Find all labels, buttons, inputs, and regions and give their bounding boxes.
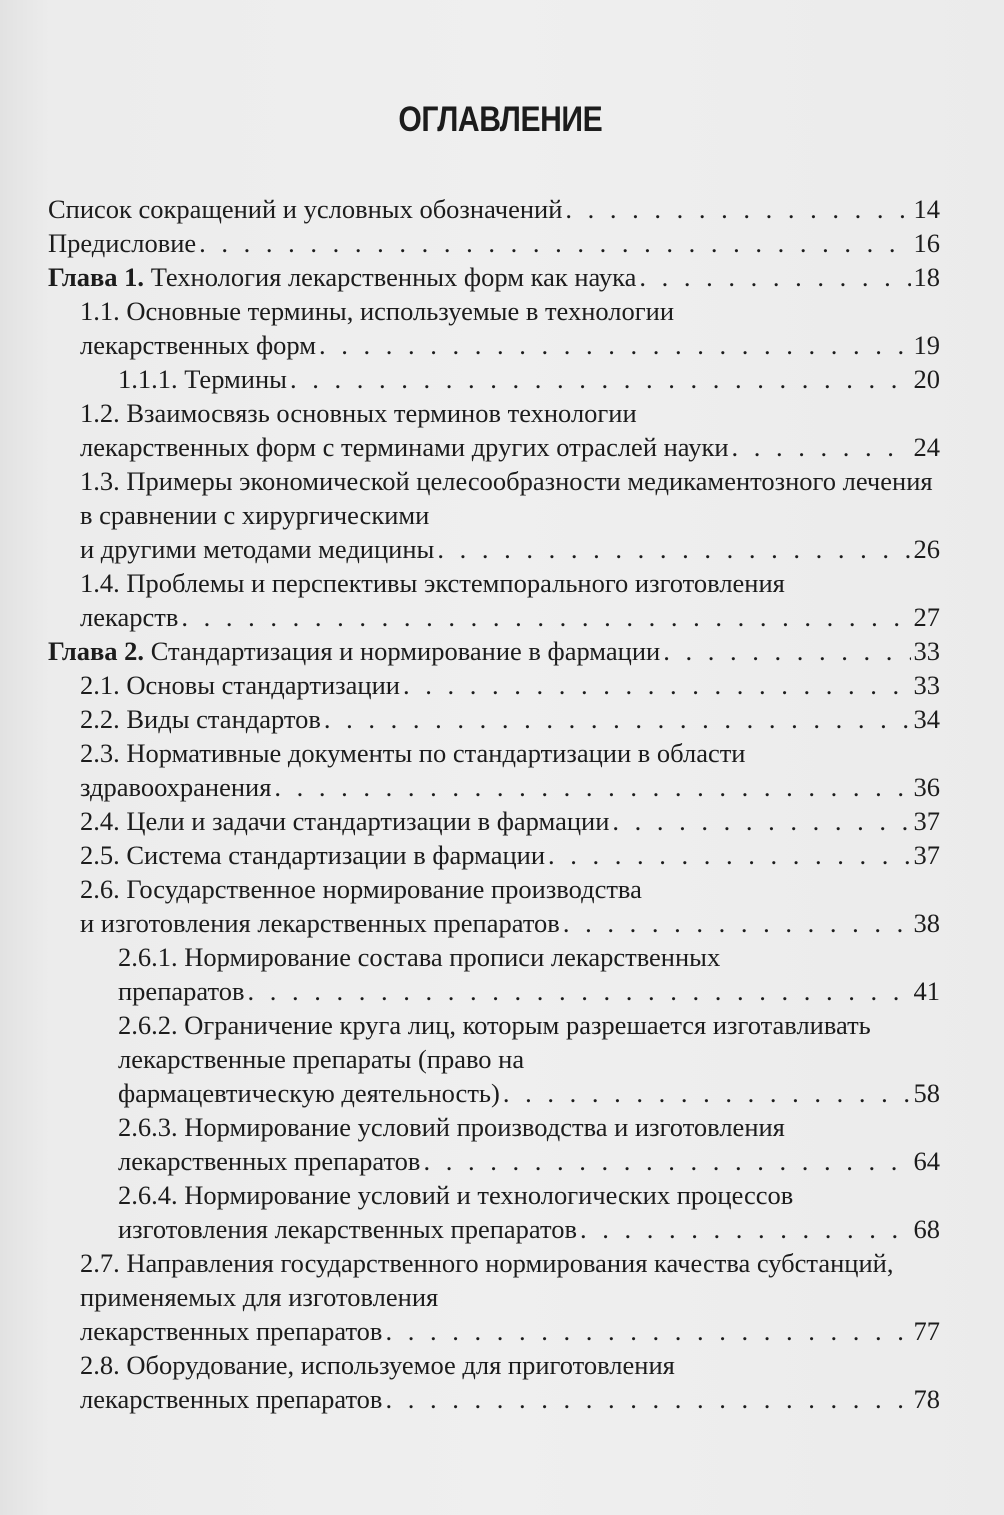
toc-entry-title: Технология лекарственных форм как наука [144, 262, 637, 292]
page-number: 26 [913, 534, 940, 564]
toc-entry-title: 2.4. Цели и задачи стандартизации в фармации [80, 806, 610, 836]
dot-leader [324, 702, 911, 736]
toc-entry[interactable] [0, 566, 940, 634]
page-number: 64 [913, 1146, 940, 1176]
toc-entry-lead-text: 2.6.3. Нормирование условий производства и изготовления [118, 1112, 785, 1142]
dot-leader [290, 362, 911, 396]
page-number: 33 [913, 636, 940, 666]
page-number: 37 [913, 840, 940, 870]
toc-entry-lead-text: 2.7. Направления государственного нормирования качества субстанций, применяемых для изготовления [80, 1248, 894, 1312]
toc-entry-lead-text: 1.4. Проблемы и перспективы экстемпорального изготовления [80, 568, 785, 598]
toc-entry-lead-text: 1.3. Примеры экономической целесообразности медикаментозного лечения в сравнении с хирургическими [80, 466, 933, 530]
toc-entry[interactable] [0, 260, 940, 294]
page-number: 41 [913, 976, 940, 1006]
page-number: 78 [913, 1384, 940, 1414]
toc-entry[interactable] [0, 192, 940, 226]
dot-leader [565, 192, 910, 226]
toc-entry-lead-text: 2.6.1. Нормирование состава прописи лекарственных [118, 942, 721, 972]
dot-leader [580, 1212, 910, 1246]
toc-entry-title: лекарственных форм с терминами других отраслей науки [80, 432, 729, 462]
toc-entry[interactable] [0, 1246, 940, 1348]
toc-entry-title: 1.1.1. Термины [118, 364, 287, 394]
toc-entry-title: 2.2. Виды стандартов [80, 704, 321, 734]
table-of-contents [0, 192, 1004, 1416]
dot-leader [563, 906, 911, 940]
dot-leader [319, 328, 910, 362]
toc-entry-title: 2.5. Система стандартизации в фармации [80, 840, 546, 870]
page-number: 16 [913, 228, 940, 258]
toc-entry[interactable] [0, 736, 940, 804]
toc-entry[interactable] [0, 804, 940, 838]
toc-entry[interactable] [0, 362, 940, 396]
page-number: 24 [913, 432, 940, 462]
page-number: 27 [913, 602, 940, 632]
page-number: 37 [913, 806, 940, 836]
toc-entry-title: лекарственных препаратов [118, 1146, 421, 1176]
toc-entry-title: фармацевтическую деятельность) [118, 1078, 500, 1108]
toc-entry[interactable] [0, 464, 940, 566]
dot-leader [732, 430, 911, 464]
dot-leader [247, 974, 910, 1008]
page-number: 14 [913, 194, 940, 224]
toc-entry[interactable] [0, 226, 940, 260]
dot-leader [181, 600, 910, 634]
toc-entry-title: лекарственных препаратов [80, 1384, 383, 1414]
toc-entry-title: изготовления лекарственных препаратов [118, 1214, 578, 1244]
dot-leader [639, 260, 910, 294]
toc-entry[interactable] [0, 294, 940, 362]
toc-entry-lead-text: 2.3. Нормативные документы по стандартизации в области [80, 738, 746, 768]
toc-entry-title: 2.1. Основы стандартизации [80, 670, 400, 700]
page-number: 58 [913, 1078, 940, 1108]
toc-entry[interactable] [0, 1008, 940, 1110]
toc-entry-lead-text: 2.6.2. Ограничение круга лиц, которым разрешается изготавливать лекарственные препараты (право на [118, 1010, 871, 1074]
page-number: 34 [913, 704, 940, 734]
toc-entry-lead-text: 1.2. Взаимосвязь основных терминов технологии [80, 398, 637, 428]
dot-leader [385, 1314, 910, 1348]
toc-entry[interactable] [0, 1178, 940, 1246]
page-number: 33 [913, 670, 940, 700]
page-number: 20 [913, 364, 940, 394]
dot-leader [612, 804, 910, 838]
page-title: ОГЛАВЛЕНИЕ [398, 100, 603, 139]
page-number: 68 [913, 1214, 940, 1244]
dot-leader [423, 1144, 910, 1178]
dot-leader [437, 532, 910, 566]
dot-leader [503, 1076, 911, 1110]
toc-entry[interactable] [0, 1110, 940, 1178]
page-number: 77 [913, 1316, 940, 1346]
toc-entry[interactable] [0, 872, 940, 940]
toc-entry[interactable] [0, 838, 940, 872]
toc-entry[interactable] [0, 940, 940, 1008]
dot-leader [385, 1382, 910, 1416]
dot-leader [663, 634, 910, 668]
toc-entry-lead-text: 2.8. Оборудование, используемое для приготовления [80, 1350, 675, 1380]
toc-entry-title: лекарственных препаратов [80, 1316, 383, 1346]
toc-entry[interactable] [0, 1348, 940, 1416]
dot-leader [274, 770, 910, 804]
toc-entry-title: и изготовления лекарственных препаратов [80, 908, 560, 938]
dot-leader [403, 668, 911, 702]
toc-entry-lead-text: 1.1. Основные термины, используемые в технологии [80, 296, 675, 326]
toc-entry-title: и другими методами медицины [80, 534, 435, 564]
toc-entry-title: лекарств [80, 602, 179, 632]
toc-entry-title: Список сокращений и условных обозначений [48, 194, 563, 224]
toc-entry-lead-text: 2.6.4. Нормирование условий и технологических процессов [118, 1180, 794, 1210]
page-number: 38 [913, 908, 940, 938]
toc-entry-title: препаратов [118, 976, 245, 1006]
toc-entry-title: Стандартизация и нормирование в фармации [144, 636, 661, 666]
toc-entry[interactable] [0, 702, 940, 736]
chapter-label: Глава 2. [48, 636, 145, 666]
dot-leader [548, 838, 910, 872]
toc-entry-lead-text: 2.6. Государственное нормирование производства [80, 874, 642, 904]
page-number: 36 [913, 772, 940, 802]
toc-entry[interactable] [0, 396, 940, 464]
toc-entry-title: Предисловие [48, 228, 197, 258]
toc-entry[interactable] [0, 668, 940, 702]
toc-entry-title: здравоохранения [80, 772, 272, 802]
page-number: 19 [913, 330, 940, 360]
dot-leader [199, 226, 910, 260]
page-number: 18 [913, 262, 940, 292]
toc-entry[interactable] [0, 634, 940, 668]
toc-entry-title: лекарственных форм [80, 330, 317, 360]
chapter-label: Глава 1. [48, 262, 145, 292]
